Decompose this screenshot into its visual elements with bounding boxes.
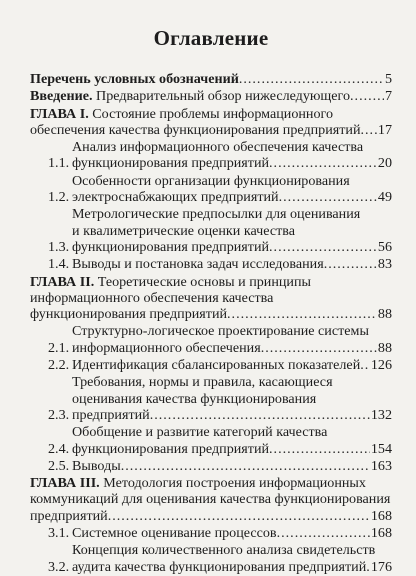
entry-line [30, 475, 392, 491]
entry-line-content: Особенности организации функционирования [72, 172, 350, 189]
entry-line-text [72, 256, 324, 272]
entry-line-content: предприятий [72, 406, 150, 423]
toc-section-entry[interactable] [30, 424, 392, 457]
entry-line [72, 206, 392, 222]
toc-section-entry[interactable] [30, 173, 392, 206]
entry-line [72, 441, 392, 457]
entry-line-content: функционирования предприятий [72, 155, 270, 172]
entry-line [72, 424, 392, 440]
section-number: 3.1. [48, 525, 70, 542]
entry-line-content: электроснабжающих предприятий [72, 189, 279, 206]
entry-line [72, 173, 392, 189]
dot-leader [279, 189, 377, 205]
entry-text [30, 475, 392, 524]
entry-line [30, 508, 392, 524]
entry-line [30, 106, 392, 122]
entry-text [30, 274, 392, 323]
toc-chapter-entry[interactable] [30, 88, 392, 104]
page-number: 168 [370, 525, 392, 542]
entry-bold-label: Введение. [30, 88, 93, 105]
entry-line-text [72, 424, 327, 440]
entry-line [72, 525, 392, 541]
entry-line-content: функционирования предприятий [72, 440, 270, 457]
entry-line-text [72, 559, 366, 575]
entry-line-text [72, 223, 295, 239]
toc-section-entry[interactable] [30, 542, 392, 575]
entry-line-content: функционирования предприятий [30, 306, 228, 323]
entry-line [72, 155, 392, 171]
section-number: 2.5. [48, 457, 70, 474]
entry-text [30, 88, 392, 104]
entry-bold-label: ГЛАВА III. [30, 475, 100, 492]
entry-line-text [30, 71, 239, 87]
entry-text [72, 525, 392, 541]
entry-line-text [72, 206, 360, 222]
entry-line [72, 189, 392, 205]
entry-line [30, 88, 392, 104]
section-number: 2.3. [48, 406, 70, 423]
entry-line [72, 559, 392, 575]
entry-line-content: Выводы и постановка задач исследования [72, 256, 324, 273]
dot-leader [324, 256, 377, 272]
entry-bold-label: Перечень условных обозначений [30, 71, 239, 87]
page-number: 168 [370, 507, 392, 524]
entry-line-content: Состояние проблемы информационного [88, 105, 333, 122]
entry-text [72, 173, 392, 206]
dot-leader [239, 71, 384, 87]
entry-bold-label: ГЛАВА I. [30, 105, 89, 122]
entry-line-content: Выводы [72, 457, 121, 474]
page-number: 7 [384, 88, 392, 105]
toc-section-entry[interactable] [30, 256, 392, 272]
entry-line-content: обеспечения качества функционирования предприятий [30, 121, 361, 138]
section-number: 1.4. [48, 256, 70, 273]
entry-text [72, 206, 392, 255]
page-number: 88 [377, 339, 392, 356]
page-number: 83 [377, 256, 392, 273]
entry-text [72, 424, 392, 457]
entry-bold-label: ГЛАВА II. [30, 273, 95, 290]
entry-line-text [72, 525, 277, 541]
entry-line-content: информационного обеспечения качества [30, 289, 274, 306]
entry-line-text [72, 340, 261, 356]
toc-section-entry[interactable] [30, 525, 392, 541]
entry-line-text [30, 274, 311, 290]
page-number: 154 [370, 440, 392, 457]
page-number: 17 [377, 121, 392, 138]
entry-line [30, 306, 392, 322]
dot-leader [261, 340, 377, 356]
entry-line-text [72, 189, 279, 205]
entry-line-content: Теоретические основы и принципы [94, 273, 311, 290]
entry-line-text [30, 122, 361, 138]
entry-line-text [30, 475, 366, 491]
dot-leader [121, 458, 370, 474]
toc-chapter-entry[interactable] [30, 475, 392, 524]
entry-line-content: и квалиметрические оценки качества [72, 222, 296, 239]
page-number: 49 [377, 189, 392, 206]
entry-line [72, 458, 392, 474]
dot-leader [350, 88, 384, 104]
page-number: 132 [370, 406, 392, 423]
toc-chapter-entry[interactable] [30, 274, 392, 323]
page-number: 126 [370, 357, 392, 374]
entry-line [30, 122, 392, 138]
entry-line-content: функционирования предприятий [72, 238, 270, 255]
entry-line [72, 374, 392, 390]
entry-line [30, 71, 392, 87]
entry-line-content: предприятий [30, 507, 108, 524]
entry-line-text [72, 357, 360, 373]
entry-line [30, 290, 392, 306]
entry-line-text [30, 88, 350, 104]
page-number: 20 [377, 155, 392, 172]
entry-line-text [30, 508, 108, 524]
entry-line-content: Требования, нормы и правила, касающиеся [72, 374, 333, 391]
entry-line-content: коммуникаций для оценивания качества функционирования [30, 491, 391, 508]
entry-line [30, 274, 392, 290]
entry-text [72, 542, 392, 575]
entry-text [72, 458, 392, 474]
section-number: 2.1. [48, 339, 70, 356]
entry-line-content: Метрологические предпосылки для оценивания [72, 206, 361, 223]
entry-line [72, 139, 392, 155]
entry-line [72, 239, 392, 255]
entry-line-content: оценивания качества функционирования [72, 390, 317, 407]
entry-text [72, 323, 392, 356]
section-number: 2.2. [48, 357, 70, 374]
entry-line-content: Предварительный обзор нижеследующего [92, 88, 351, 105]
entry-line [72, 542, 392, 558]
page-number: 163 [370, 457, 392, 474]
page-number: 5 [384, 71, 392, 87]
entry-line [72, 223, 392, 239]
dot-leader [227, 306, 377, 322]
entry-line-content: Анализ информационного обеспечения качества [72, 139, 364, 156]
entry-text [72, 256, 392, 272]
entry-line [72, 340, 392, 356]
entry-line-text [72, 441, 269, 457]
entry-line-text [72, 239, 269, 255]
entry-line-content: Концепция количественного анализа свидетельств [72, 542, 376, 559]
page-number: 176 [370, 558, 392, 575]
section-number: 1.2. [48, 189, 70, 206]
dot-leader [150, 407, 370, 423]
entry-line-content: Структурно-логическое проектирование системы [72, 323, 369, 340]
entry-line-text [72, 323, 369, 339]
toc-section-entry[interactable] [30, 323, 392, 356]
toc-section-entry[interactable] [30, 139, 392, 172]
section-number: 1.1. [48, 155, 70, 172]
entry-line-text [72, 139, 363, 155]
entry-line-text [72, 374, 333, 390]
entry-text [30, 106, 392, 139]
dot-leader [269, 239, 377, 255]
entry-line-text [72, 391, 316, 407]
entry-line-text [30, 306, 227, 322]
page-title: Оглавление [153, 26, 269, 50]
entry-line [72, 391, 392, 407]
toc-section-entry[interactable] [30, 206, 392, 255]
dot-leader [360, 357, 370, 373]
entry-line-text [30, 491, 390, 507]
entry-line-content: Обобщение и развитие категорий качества [72, 424, 328, 441]
dot-leader [361, 122, 377, 138]
entry-line-content: аудита качества функционирования предприятий [72, 558, 367, 575]
entry-line-text [72, 155, 269, 171]
entry-text [30, 71, 392, 87]
toc-chapter-entry[interactable] [30, 106, 392, 139]
entry-line-text [72, 542, 375, 558]
entry-line-content: Идентификация сбалансированных показателей [72, 357, 361, 374]
section-number: 2.4. [48, 440, 70, 457]
page-number: 88 [377, 306, 392, 323]
entry-line-text [30, 106, 333, 122]
dot-leader [108, 508, 370, 524]
section-number: 1.3. [48, 238, 70, 255]
dot-leader [269, 155, 377, 171]
entry-line-content: Системное оценивание процессов [72, 525, 277, 542]
entry-text [72, 139, 392, 172]
entry-line-text [72, 407, 150, 423]
toc-section-entry[interactable] [30, 458, 392, 474]
entry-text [72, 374, 392, 423]
entry-line [72, 256, 392, 272]
dot-leader [277, 525, 370, 541]
entry-line [72, 357, 392, 373]
toc-section-entry[interactable] [30, 357, 392, 373]
entry-line [30, 491, 392, 507]
toc-section-entry[interactable] [30, 374, 392, 423]
entry-line-text [30, 290, 273, 306]
page-number: 56 [377, 238, 392, 255]
entry-line-text [72, 173, 350, 189]
entry-text [72, 357, 392, 373]
entry-line-text [72, 458, 121, 474]
toc-chapter-entry[interactable] [30, 71, 392, 87]
dot-leader [269, 441, 370, 457]
section-number: 3.2. [48, 558, 70, 575]
table-of-contents [30, 71, 392, 575]
entry-line-content: информационного обеспечения [72, 339, 261, 356]
entry-line-content: Методология построения информационных [99, 475, 366, 492]
entry-line [72, 323, 392, 339]
entry-line [72, 407, 392, 423]
